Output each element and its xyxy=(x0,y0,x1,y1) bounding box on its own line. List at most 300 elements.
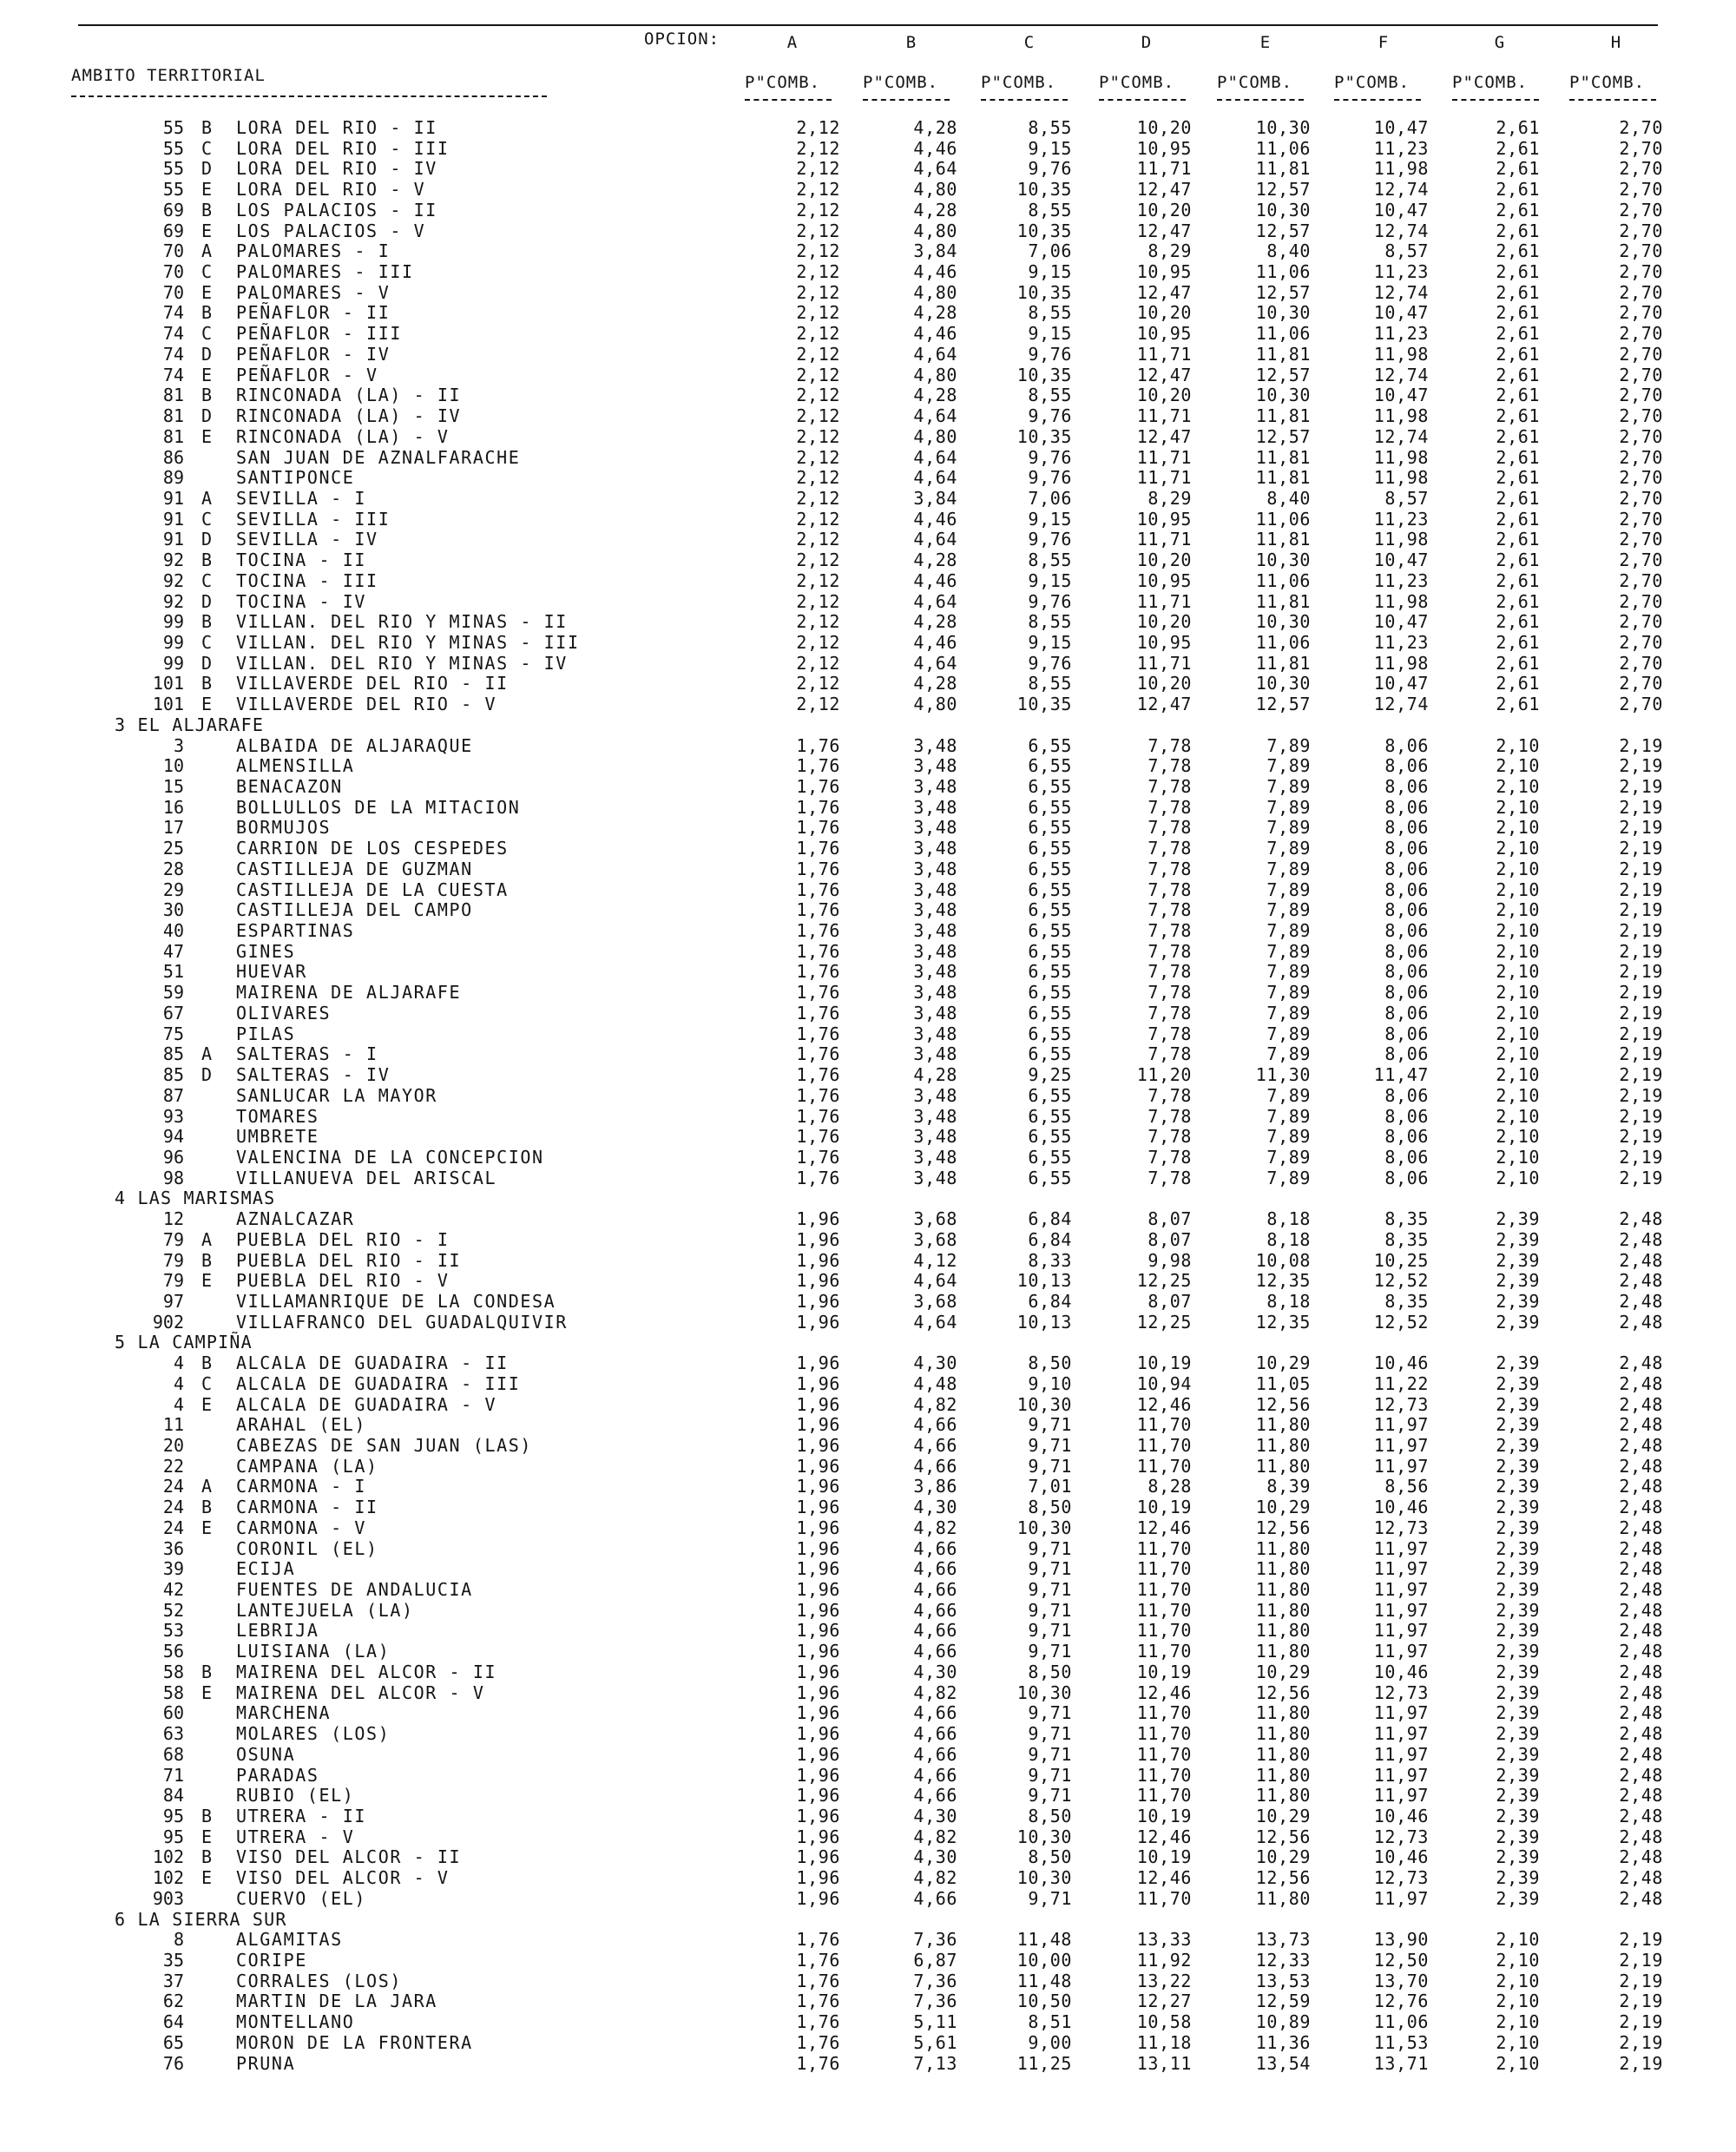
value-g: 2,61 xyxy=(1496,158,1540,180)
table-row xyxy=(0,1580,1736,1601)
value-c: 8,50 xyxy=(1028,1661,1072,1682)
value-g: 2,61 xyxy=(1496,590,1540,612)
value-c: 10,35 xyxy=(1016,179,1072,201)
value-b: 4,64 xyxy=(913,158,957,180)
municipality-code: 74 xyxy=(162,343,184,365)
value-h: 2,19 xyxy=(1619,961,1663,983)
table-row xyxy=(0,571,1736,592)
value-a: 1,76 xyxy=(796,1064,840,1086)
unit-underline xyxy=(1334,99,1421,101)
municipality-code: 94 xyxy=(162,1126,184,1148)
municipality-code: 70 xyxy=(162,281,184,303)
municipality-code: 42 xyxy=(162,1579,184,1601)
value-f: 11,97 xyxy=(1373,1887,1429,1909)
municipality-name: HUEVAR xyxy=(236,961,307,983)
value-h: 2,48 xyxy=(1619,1641,1663,1662)
value-e: 10,29 xyxy=(1255,1661,1311,1682)
value-h: 2,70 xyxy=(1619,425,1663,447)
municipality-code: 25 xyxy=(162,838,184,859)
value-d: 11,18 xyxy=(1136,2031,1192,2053)
value-h: 2,48 xyxy=(1619,1867,1663,1889)
value-e: 10,30 xyxy=(1255,199,1311,220)
value-a: 1,96 xyxy=(796,1599,840,1621)
value-f: 8,06 xyxy=(1384,1084,1429,1106)
value-a: 2,12 xyxy=(796,199,840,220)
value-f: 10,46 xyxy=(1373,1846,1429,1868)
option-letter-f: F xyxy=(1378,33,1390,52)
value-g: 2,10 xyxy=(1496,899,1540,921)
value-b: 4,80 xyxy=(913,220,957,241)
table-row xyxy=(0,2054,1736,2075)
municipality-name: CORIPE xyxy=(236,1949,307,1971)
value-f: 10,46 xyxy=(1373,1352,1429,1374)
zone-letter: D xyxy=(201,1064,213,1086)
value-c: 8,55 xyxy=(1028,385,1072,406)
table-row xyxy=(0,839,1736,859)
value-f: 12,76 xyxy=(1373,1991,1429,2012)
municipality-code: 51 xyxy=(162,961,184,983)
value-b: 4,82 xyxy=(913,1826,957,1847)
value-e: 12,57 xyxy=(1255,694,1311,715)
value-b: 3,48 xyxy=(913,879,957,900)
value-b: 4,46 xyxy=(913,323,957,345)
municipality-code: 4 xyxy=(173,1372,184,1394)
zone-letter: E xyxy=(201,179,213,201)
value-d: 7,78 xyxy=(1147,1146,1192,1168)
value-f: 12,73 xyxy=(1373,1517,1429,1538)
value-g: 2,10 xyxy=(1496,2052,1540,2074)
value-f: 13,70 xyxy=(1373,1970,1429,1991)
value-e: 7,89 xyxy=(1266,1002,1311,1023)
value-d: 11,70 xyxy=(1136,1764,1192,1786)
value-d: 12,46 xyxy=(1136,1681,1192,1703)
value-b: 3,86 xyxy=(913,1476,957,1497)
municipality-name: MOLARES (LOS) xyxy=(236,1723,391,1745)
value-a: 1,96 xyxy=(796,1311,840,1333)
value-d: 12,47 xyxy=(1136,220,1192,241)
section-heading xyxy=(0,715,1736,736)
table-row xyxy=(0,1683,1736,1704)
value-c: 7,06 xyxy=(1028,240,1072,262)
municipality-code: 39 xyxy=(162,1558,184,1580)
value-d: 13,33 xyxy=(1136,1929,1192,1951)
value-d: 10,58 xyxy=(1136,2011,1192,2033)
value-f: 10,47 xyxy=(1373,302,1429,324)
municipality-code: 102 xyxy=(152,1867,184,1889)
municipality-name: BOLLULLOS DE LA MITACION xyxy=(236,796,521,818)
municipality-name: CABEZAS DE SAN JUAN (LAS) xyxy=(236,1435,533,1456)
value-b: 3,48 xyxy=(913,776,957,797)
value-h: 2,48 xyxy=(1619,1208,1663,1230)
value-d: 10,20 xyxy=(1136,199,1192,220)
zone-letter: C xyxy=(201,261,213,283)
municipality-name: SANTIPONCE xyxy=(236,467,355,489)
value-f: 12,52 xyxy=(1373,1311,1429,1333)
value-a: 1,76 xyxy=(796,1043,840,1065)
value-e: 11,80 xyxy=(1255,1435,1311,1456)
value-c: 9,71 xyxy=(1028,1599,1072,1621)
value-h: 2,19 xyxy=(1619,838,1663,859)
value-c: 9,71 xyxy=(1028,1455,1072,1477)
table-row xyxy=(0,1415,1736,1436)
value-c: 9,71 xyxy=(1028,1579,1072,1601)
value-g: 2,39 xyxy=(1496,1702,1540,1724)
value-d: 7,78 xyxy=(1147,920,1192,942)
value-g: 2,10 xyxy=(1496,1126,1540,1148)
municipality-code: 92 xyxy=(162,550,184,571)
value-a: 2,12 xyxy=(796,425,840,447)
value-f: 11,23 xyxy=(1373,631,1429,653)
table-row xyxy=(0,345,1736,365)
value-d: 12,25 xyxy=(1136,1270,1192,1292)
value-e: 12,57 xyxy=(1255,281,1311,303)
municipality-code: 68 xyxy=(162,1743,184,1765)
value-a: 2,12 xyxy=(796,261,840,283)
municipality-code: 12 xyxy=(162,1208,184,1230)
value-e: 13,54 xyxy=(1255,2052,1311,2074)
zone-letter: E xyxy=(201,1826,213,1847)
value-g: 2,61 xyxy=(1496,220,1540,241)
value-g: 2,39 xyxy=(1496,1846,1540,1868)
value-a: 1,96 xyxy=(796,1846,840,1868)
value-f: 12,74 xyxy=(1373,281,1429,303)
value-h: 2,70 xyxy=(1619,158,1663,180)
municipality-name: CASTILLEJA DEL CAMPO xyxy=(236,899,473,921)
table-row xyxy=(0,921,1736,942)
value-e: 11,80 xyxy=(1255,1537,1311,1559)
ambito-label: AMBITO TERRITORIAL xyxy=(71,66,266,85)
municipality-name: TOCINA - III xyxy=(236,569,378,591)
value-d: 12,46 xyxy=(1136,1826,1192,1847)
value-b: 3,48 xyxy=(913,796,957,818)
value-a: 1,96 xyxy=(796,1208,840,1230)
value-d: 11,70 xyxy=(1136,1435,1192,1456)
value-c: 6,84 xyxy=(1028,1208,1072,1230)
value-g: 2,61 xyxy=(1496,261,1540,283)
value-a: 2,12 xyxy=(796,405,840,427)
value-f: 8,06 xyxy=(1384,982,1429,1004)
value-c: 9,15 xyxy=(1028,261,1072,283)
value-c: 10,35 xyxy=(1016,364,1072,385)
value-f: 8,06 xyxy=(1384,796,1429,818)
table-row xyxy=(0,1436,1736,1457)
value-g: 2,10 xyxy=(1496,920,1540,942)
value-e: 7,89 xyxy=(1266,838,1311,859)
zone-letter: E xyxy=(201,1393,213,1415)
value-a: 1,96 xyxy=(796,1702,840,1724)
value-h: 2,70 xyxy=(1619,179,1663,201)
value-d: 7,78 xyxy=(1147,776,1192,797)
value-g: 2,10 xyxy=(1496,2011,1540,2033)
value-g: 2,10 xyxy=(1496,1970,1540,1991)
value-a: 1,96 xyxy=(796,1228,840,1250)
value-c: 9,15 xyxy=(1028,323,1072,345)
value-e: 11,80 xyxy=(1255,1764,1311,1786)
value-d: 8,07 xyxy=(1147,1208,1192,1230)
value-d: 11,70 xyxy=(1136,1455,1192,1477)
value-f: 12,74 xyxy=(1373,364,1429,385)
value-d: 8,28 xyxy=(1147,1476,1192,1497)
value-d: 11,70 xyxy=(1136,1641,1192,1662)
value-e: 7,89 xyxy=(1266,1126,1311,1148)
value-c: 6,55 xyxy=(1028,817,1072,839)
municipality-code: 40 xyxy=(162,920,184,942)
value-c: 6,55 xyxy=(1028,796,1072,818)
value-d: 7,78 xyxy=(1147,838,1192,859)
table-row xyxy=(0,818,1736,839)
value-g: 2,39 xyxy=(1496,1249,1540,1271)
option-letter-b: B xyxy=(905,33,917,52)
value-b: 3,48 xyxy=(913,1043,957,1065)
value-e: 8,18 xyxy=(1266,1290,1311,1312)
value-h: 2,19 xyxy=(1619,1146,1663,1168)
value-g: 2,39 xyxy=(1496,1476,1540,1497)
value-f: 11,98 xyxy=(1373,446,1429,468)
unit-label-g: P"COMB. xyxy=(1452,73,1529,92)
municipality-code: 85 xyxy=(162,1064,184,1086)
municipality-name: VILLANUEVA DEL ARISCAL xyxy=(236,1167,497,1188)
value-a: 1,76 xyxy=(796,961,840,983)
value-a: 1,76 xyxy=(796,1991,840,2012)
value-e: 7,89 xyxy=(1266,1167,1311,1188)
table-row xyxy=(0,1601,1736,1622)
value-b: 4,66 xyxy=(913,1414,957,1436)
value-b: 4,30 xyxy=(913,1805,957,1826)
value-f: 11,23 xyxy=(1373,508,1429,530)
value-b: 3,48 xyxy=(913,1167,957,1188)
value-f: 13,90 xyxy=(1373,1929,1429,1951)
table-row xyxy=(0,859,1736,880)
municipality-name: LUISIANA (LA) xyxy=(236,1641,391,1662)
municipality-name: PEÑAFLOR - II xyxy=(236,302,391,324)
municipality-name: RINCONADA (LA) - V xyxy=(236,425,450,447)
zone-letter: B xyxy=(201,611,213,633)
value-d: 11,92 xyxy=(1136,1949,1192,1971)
table-row xyxy=(0,406,1736,427)
value-c: 10,35 xyxy=(1016,281,1072,303)
table-row xyxy=(0,1374,1736,1395)
value-a: 1,76 xyxy=(796,1949,840,1971)
value-f: 8,06 xyxy=(1384,1126,1429,1148)
value-f: 11,98 xyxy=(1373,590,1429,612)
value-e: 11,81 xyxy=(1255,590,1311,612)
value-d: 11,20 xyxy=(1136,1064,1192,1086)
value-b: 5,11 xyxy=(913,2011,957,2033)
value-f: 8,06 xyxy=(1384,961,1429,983)
value-e: 12,35 xyxy=(1255,1270,1311,1292)
zone-letter: B xyxy=(201,199,213,220)
value-f: 12,73 xyxy=(1373,1681,1429,1703)
table-row xyxy=(0,1251,1736,1272)
value-d: 10,20 xyxy=(1136,385,1192,406)
table-row xyxy=(0,489,1736,510)
value-a: 1,96 xyxy=(796,1661,840,1682)
unit-underline xyxy=(745,99,832,101)
table-row xyxy=(0,1024,1736,1045)
value-g: 2,10 xyxy=(1496,776,1540,797)
value-c: 6,55 xyxy=(1028,982,1072,1004)
value-b: 4,28 xyxy=(913,1064,957,1086)
value-b: 4,82 xyxy=(913,1867,957,1889)
table-row xyxy=(0,1703,1736,1724)
municipality-name: SALTERAS - I xyxy=(236,1043,378,1065)
value-h: 2,19 xyxy=(1619,1970,1663,1991)
table-row xyxy=(0,139,1736,160)
table-row xyxy=(0,1292,1736,1313)
municipality-name: PEÑAFLOR - III xyxy=(236,323,402,345)
zone-letter: B xyxy=(201,550,213,571)
value-b: 4,66 xyxy=(913,1537,957,1559)
value-h: 2,48 xyxy=(1619,1785,1663,1806)
value-h: 2,70 xyxy=(1619,631,1663,653)
value-f: 8,06 xyxy=(1384,940,1429,962)
value-g: 2,39 xyxy=(1496,1743,1540,1765)
value-f: 8,06 xyxy=(1384,817,1429,839)
table-row xyxy=(0,1457,1736,1477)
section-heading xyxy=(0,1333,1736,1353)
value-c: 9,71 xyxy=(1028,1641,1072,1662)
value-c: 9,76 xyxy=(1028,158,1072,180)
value-b: 4,28 xyxy=(913,673,957,694)
municipality-code: 902 xyxy=(152,1311,184,1333)
table-row xyxy=(0,1271,1736,1292)
value-b: 4,64 xyxy=(913,1270,957,1292)
value-a: 1,96 xyxy=(796,1414,840,1436)
value-e: 12,56 xyxy=(1255,1393,1311,1415)
value-e: 10,29 xyxy=(1255,1805,1311,1826)
value-b: 4,28 xyxy=(913,385,957,406)
value-h: 2,48 xyxy=(1619,1661,1663,1682)
zone-letter: B xyxy=(201,1249,213,1271)
value-a: 2,12 xyxy=(796,117,840,138)
value-b: 4,80 xyxy=(913,425,957,447)
value-e: 11,80 xyxy=(1255,1785,1311,1806)
value-d: 10,20 xyxy=(1136,117,1192,138)
value-b: 4,48 xyxy=(913,1372,957,1394)
value-b: 4,28 xyxy=(913,199,957,220)
table-row xyxy=(0,633,1736,654)
value-a: 1,76 xyxy=(796,1023,840,1044)
value-h: 2,19 xyxy=(1619,940,1663,962)
table-row xyxy=(0,365,1736,386)
value-c: 8,55 xyxy=(1028,117,1072,138)
value-h: 2,48 xyxy=(1619,1290,1663,1312)
value-h: 2,70 xyxy=(1619,343,1663,365)
value-a: 1,96 xyxy=(796,1290,840,1312)
value-b: 7,36 xyxy=(913,1970,957,1991)
municipality-name: SALTERAS - IV xyxy=(236,1064,391,1086)
section-title: 6 LA SIERRA SUR xyxy=(115,1908,287,1930)
municipality-code: 22 xyxy=(162,1455,184,1477)
municipality-name: OLIVARES xyxy=(236,1002,332,1023)
value-h: 2,70 xyxy=(1619,240,1663,262)
table-row xyxy=(0,1827,1736,1848)
value-b: 3,68 xyxy=(913,1208,957,1230)
zone-letter: B xyxy=(201,1661,213,1682)
value-e: 12,57 xyxy=(1255,179,1311,201)
zone-letter: C xyxy=(201,631,213,653)
value-e: 11,80 xyxy=(1255,1641,1311,1662)
value-a: 1,76 xyxy=(796,2052,840,2074)
value-h: 2,19 xyxy=(1619,776,1663,797)
value-c: 6,55 xyxy=(1028,1146,1072,1168)
value-h: 2,70 xyxy=(1619,611,1663,633)
value-c: 10,35 xyxy=(1016,694,1072,715)
municipality-name: VALENCINA DE LA CONCEPCION xyxy=(236,1146,544,1168)
value-a: 1,96 xyxy=(796,1620,840,1642)
value-e: 7,89 xyxy=(1266,755,1311,777)
municipality-name: SEVILLA - I xyxy=(236,487,367,509)
value-e: 11,06 xyxy=(1255,569,1311,591)
value-g: 2,10 xyxy=(1496,961,1540,983)
value-e: 10,08 xyxy=(1255,1249,1311,1271)
value-a: 1,96 xyxy=(796,1352,840,1374)
value-e: 12,56 xyxy=(1255,1867,1311,1889)
municipality-name: CARMONA - V xyxy=(236,1517,367,1538)
value-a: 1,76 xyxy=(796,817,840,839)
value-a: 1,76 xyxy=(796,1126,840,1148)
option-letter-h: H xyxy=(1610,33,1622,52)
value-b: 4,66 xyxy=(913,1620,957,1642)
value-f: 8,06 xyxy=(1384,1023,1429,1044)
table-row xyxy=(0,1168,1736,1189)
value-b: 4,64 xyxy=(913,529,957,550)
value-b: 4,30 xyxy=(913,1352,957,1374)
value-d: 13,22 xyxy=(1136,1970,1192,1991)
value-d: 10,20 xyxy=(1136,611,1192,633)
municipality-name: LORA DEL RIO - V xyxy=(236,179,426,201)
value-h: 2,19 xyxy=(1619,1064,1663,1086)
municipality-code: 65 xyxy=(162,2031,184,2053)
value-b: 3,48 xyxy=(913,920,957,942)
municipality-code: 79 xyxy=(162,1249,184,1271)
value-h: 2,19 xyxy=(1619,1023,1663,1044)
municipality-name: ESPARTINAS xyxy=(236,920,355,942)
table-row xyxy=(0,983,1736,1004)
municipality-code: 95 xyxy=(162,1805,184,1826)
value-b: 4,80 xyxy=(913,179,957,201)
table-row xyxy=(0,674,1736,694)
value-e: 8,18 xyxy=(1266,1228,1311,1250)
zone-letter: E xyxy=(201,281,213,303)
value-c: 6,84 xyxy=(1028,1290,1072,1312)
table-row xyxy=(0,1086,1736,1107)
value-a: 2,12 xyxy=(796,673,840,694)
value-h: 2,48 xyxy=(1619,1826,1663,1847)
value-b: 4,82 xyxy=(913,1681,957,1703)
value-c: 9,71 xyxy=(1028,1414,1072,1436)
option-letter-c: C xyxy=(1023,33,1036,52)
value-h: 2,70 xyxy=(1619,405,1663,427)
value-d: 8,29 xyxy=(1147,240,1192,262)
value-c: 8,51 xyxy=(1028,2011,1072,2033)
section-title: 4 LAS MARISMAS xyxy=(115,1188,276,1209)
municipality-name: TOCINA - II xyxy=(236,550,367,571)
value-b: 3,84 xyxy=(913,240,957,262)
municipality-code: 29 xyxy=(162,879,184,900)
value-e: 12,57 xyxy=(1255,220,1311,241)
value-e: 11,06 xyxy=(1255,508,1311,530)
value-f: 11,97 xyxy=(1373,1599,1429,1621)
municipality-name: CASTILLEJA DE GUZMAN xyxy=(236,858,473,879)
zone-letter: A xyxy=(201,1043,213,1065)
value-e: 7,89 xyxy=(1266,1146,1311,1168)
ambito-underline xyxy=(71,95,547,97)
value-f: 11,97 xyxy=(1373,1641,1429,1662)
unit-label-b: P"COMB. xyxy=(863,73,939,92)
municipality-name: SANLUCAR LA MAYOR xyxy=(236,1084,437,1106)
value-d: 11,71 xyxy=(1136,590,1192,612)
